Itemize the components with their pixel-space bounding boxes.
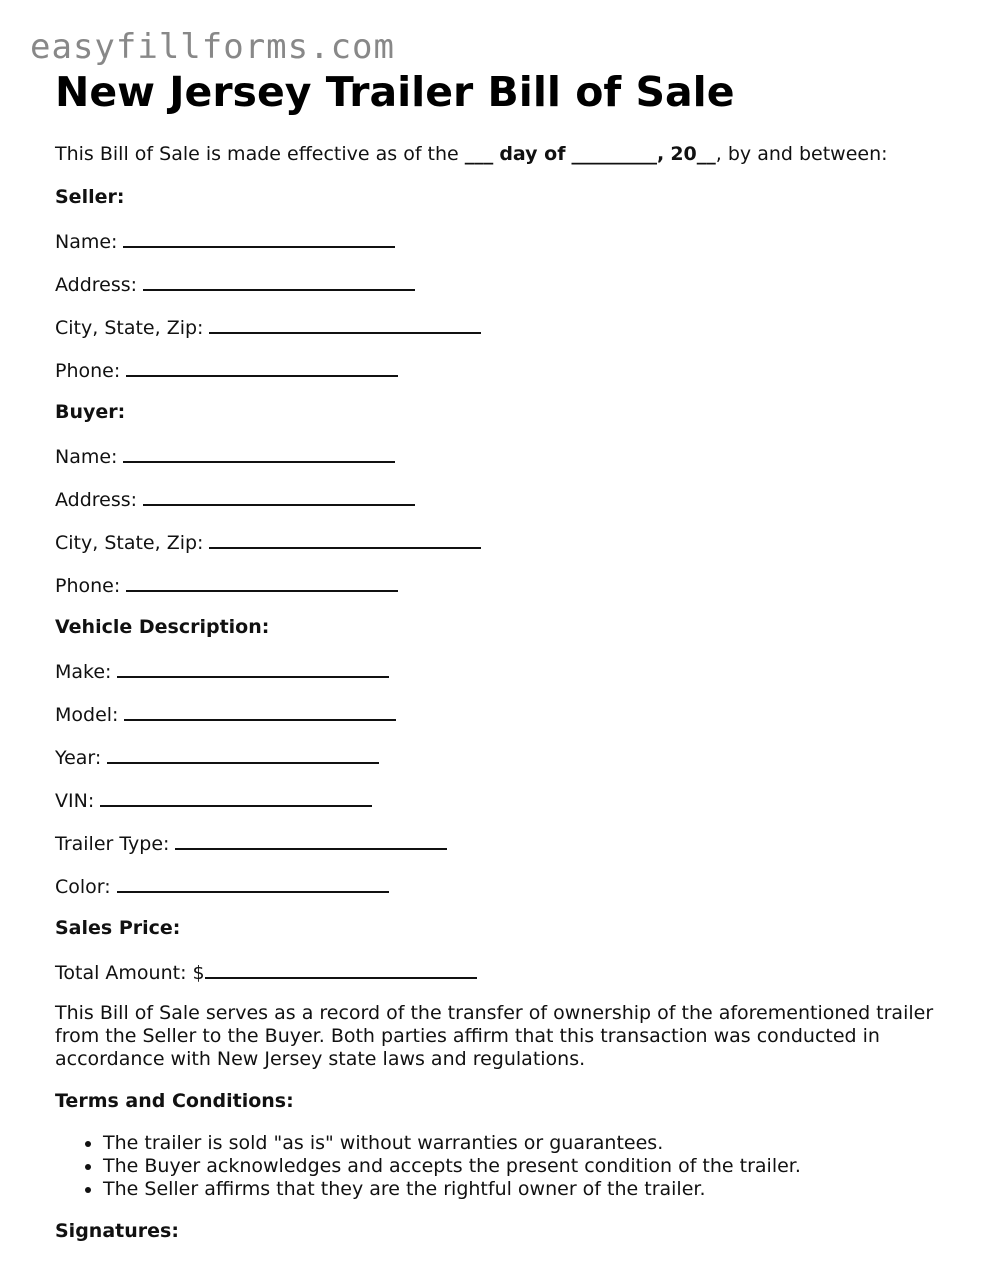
watermark: easyfillforms.com	[30, 27, 395, 67]
vehicle-color-row	[55, 873, 945, 898]
signatures-heading: Signatures:	[55, 1220, 179, 1242]
buyer-phone-field[interactable]	[126, 572, 398, 592]
buyer-heading: Buyer:	[55, 401, 126, 423]
seller-name-label: Name:	[55, 231, 118, 253]
vehicle-year-row	[55, 744, 945, 769]
terms-heading: Terms and Conditions:	[55, 1090, 294, 1112]
terms-item: • The trailer is sold "as is" without warranties or guarantees.	[103, 1132, 945, 1155]
seller-name-row	[55, 228, 945, 253]
intro-lead: This Bill of Sale is made effective as of the	[55, 143, 459, 165]
terms-list	[55, 1132, 945, 1201]
buyer-address-label: Address:	[55, 489, 138, 511]
vehicle-year-label: Year:	[55, 747, 102, 769]
vehicle-model-row	[55, 701, 945, 726]
vehicle-year-field[interactable]	[107, 744, 379, 764]
seller-address-label: Address:	[55, 274, 138, 296]
document-title: New Jersey Trailer Bill of Sale	[55, 68, 735, 116]
buyer-address-row	[55, 486, 945, 511]
buyer-name-field[interactable]	[123, 443, 395, 463]
vehicle-vin-row	[55, 787, 945, 812]
buyer-address-field[interactable]	[143, 486, 415, 506]
intro-tail: , by and between:	[715, 143, 888, 165]
buyer-city-label: City, State, Zip:	[55, 532, 204, 554]
terms-item: • The Seller affirms that they are the rightful owner of the trailer.	[103, 1178, 945, 1201]
seller-heading: Seller:	[55, 186, 125, 208]
vehicle-make-row	[55, 658, 945, 683]
day-blank[interactable]: ___	[464, 143, 494, 165]
vehicle-color-label: Color:	[55, 876, 111, 898]
vehicle-color-field[interactable]	[117, 873, 389, 893]
buyer-name-label: Name:	[55, 446, 118, 468]
seller-city-row	[55, 314, 945, 339]
vehicle-vin-field[interactable]	[100, 787, 372, 807]
sales-heading: Sales Price:	[55, 917, 181, 939]
document-body	[55, 142, 945, 1262]
seller-phone-row	[55, 357, 945, 382]
buyer-name-row	[55, 443, 945, 468]
vehicle-make-label: Make:	[55, 661, 112, 683]
seller-name-field[interactable]	[123, 228, 395, 248]
seller-phone-field[interactable]	[126, 357, 398, 377]
intro-line	[55, 142, 945, 167]
seller-city-field[interactable]	[209, 314, 481, 334]
vehicle-type-field[interactable]	[175, 830, 447, 850]
vehicle-type-label: Trailer Type:	[55, 833, 170, 855]
seller-phone-label: Phone:	[55, 360, 121, 382]
buyer-city-row	[55, 529, 945, 554]
day-of-label: day of	[499, 143, 566, 165]
month-blank[interactable]: _________,	[571, 143, 665, 165]
total-amount-field[interactable]	[205, 959, 477, 979]
vehicle-heading: Vehicle Description:	[55, 616, 270, 638]
buyer-phone-row	[55, 572, 945, 597]
total-amount-row	[55, 959, 945, 984]
vehicle-make-field[interactable]	[117, 658, 389, 678]
vehicle-vin-label: VIN:	[55, 790, 95, 812]
year-blank[interactable]: 20__	[670, 143, 716, 165]
buyer-phone-label: Phone:	[55, 575, 121, 597]
seller-address-row	[55, 271, 945, 296]
buyer-city-field[interactable]	[209, 529, 481, 549]
vehicle-model-field[interactable]	[124, 701, 396, 721]
seller-address-field[interactable]	[143, 271, 415, 291]
total-amount-label: Total Amount: $	[55, 962, 205, 984]
terms-item: • The Buyer acknowledges and accepts the present condition of the trailer.	[103, 1155, 945, 1178]
transfer-statement: This Bill of Sale serves as a record of the transfer of ownership of the aforementioned trailer from the Seller to the Buyer. Both parties affirm that this transaction was conducted in accordance with New Jersey state laws and regulations.	[55, 1002, 934, 1070]
vehicle-model-label: Model:	[55, 704, 119, 726]
seller-city-label: City, State, Zip:	[55, 317, 204, 339]
vehicle-type-row	[55, 830, 945, 855]
